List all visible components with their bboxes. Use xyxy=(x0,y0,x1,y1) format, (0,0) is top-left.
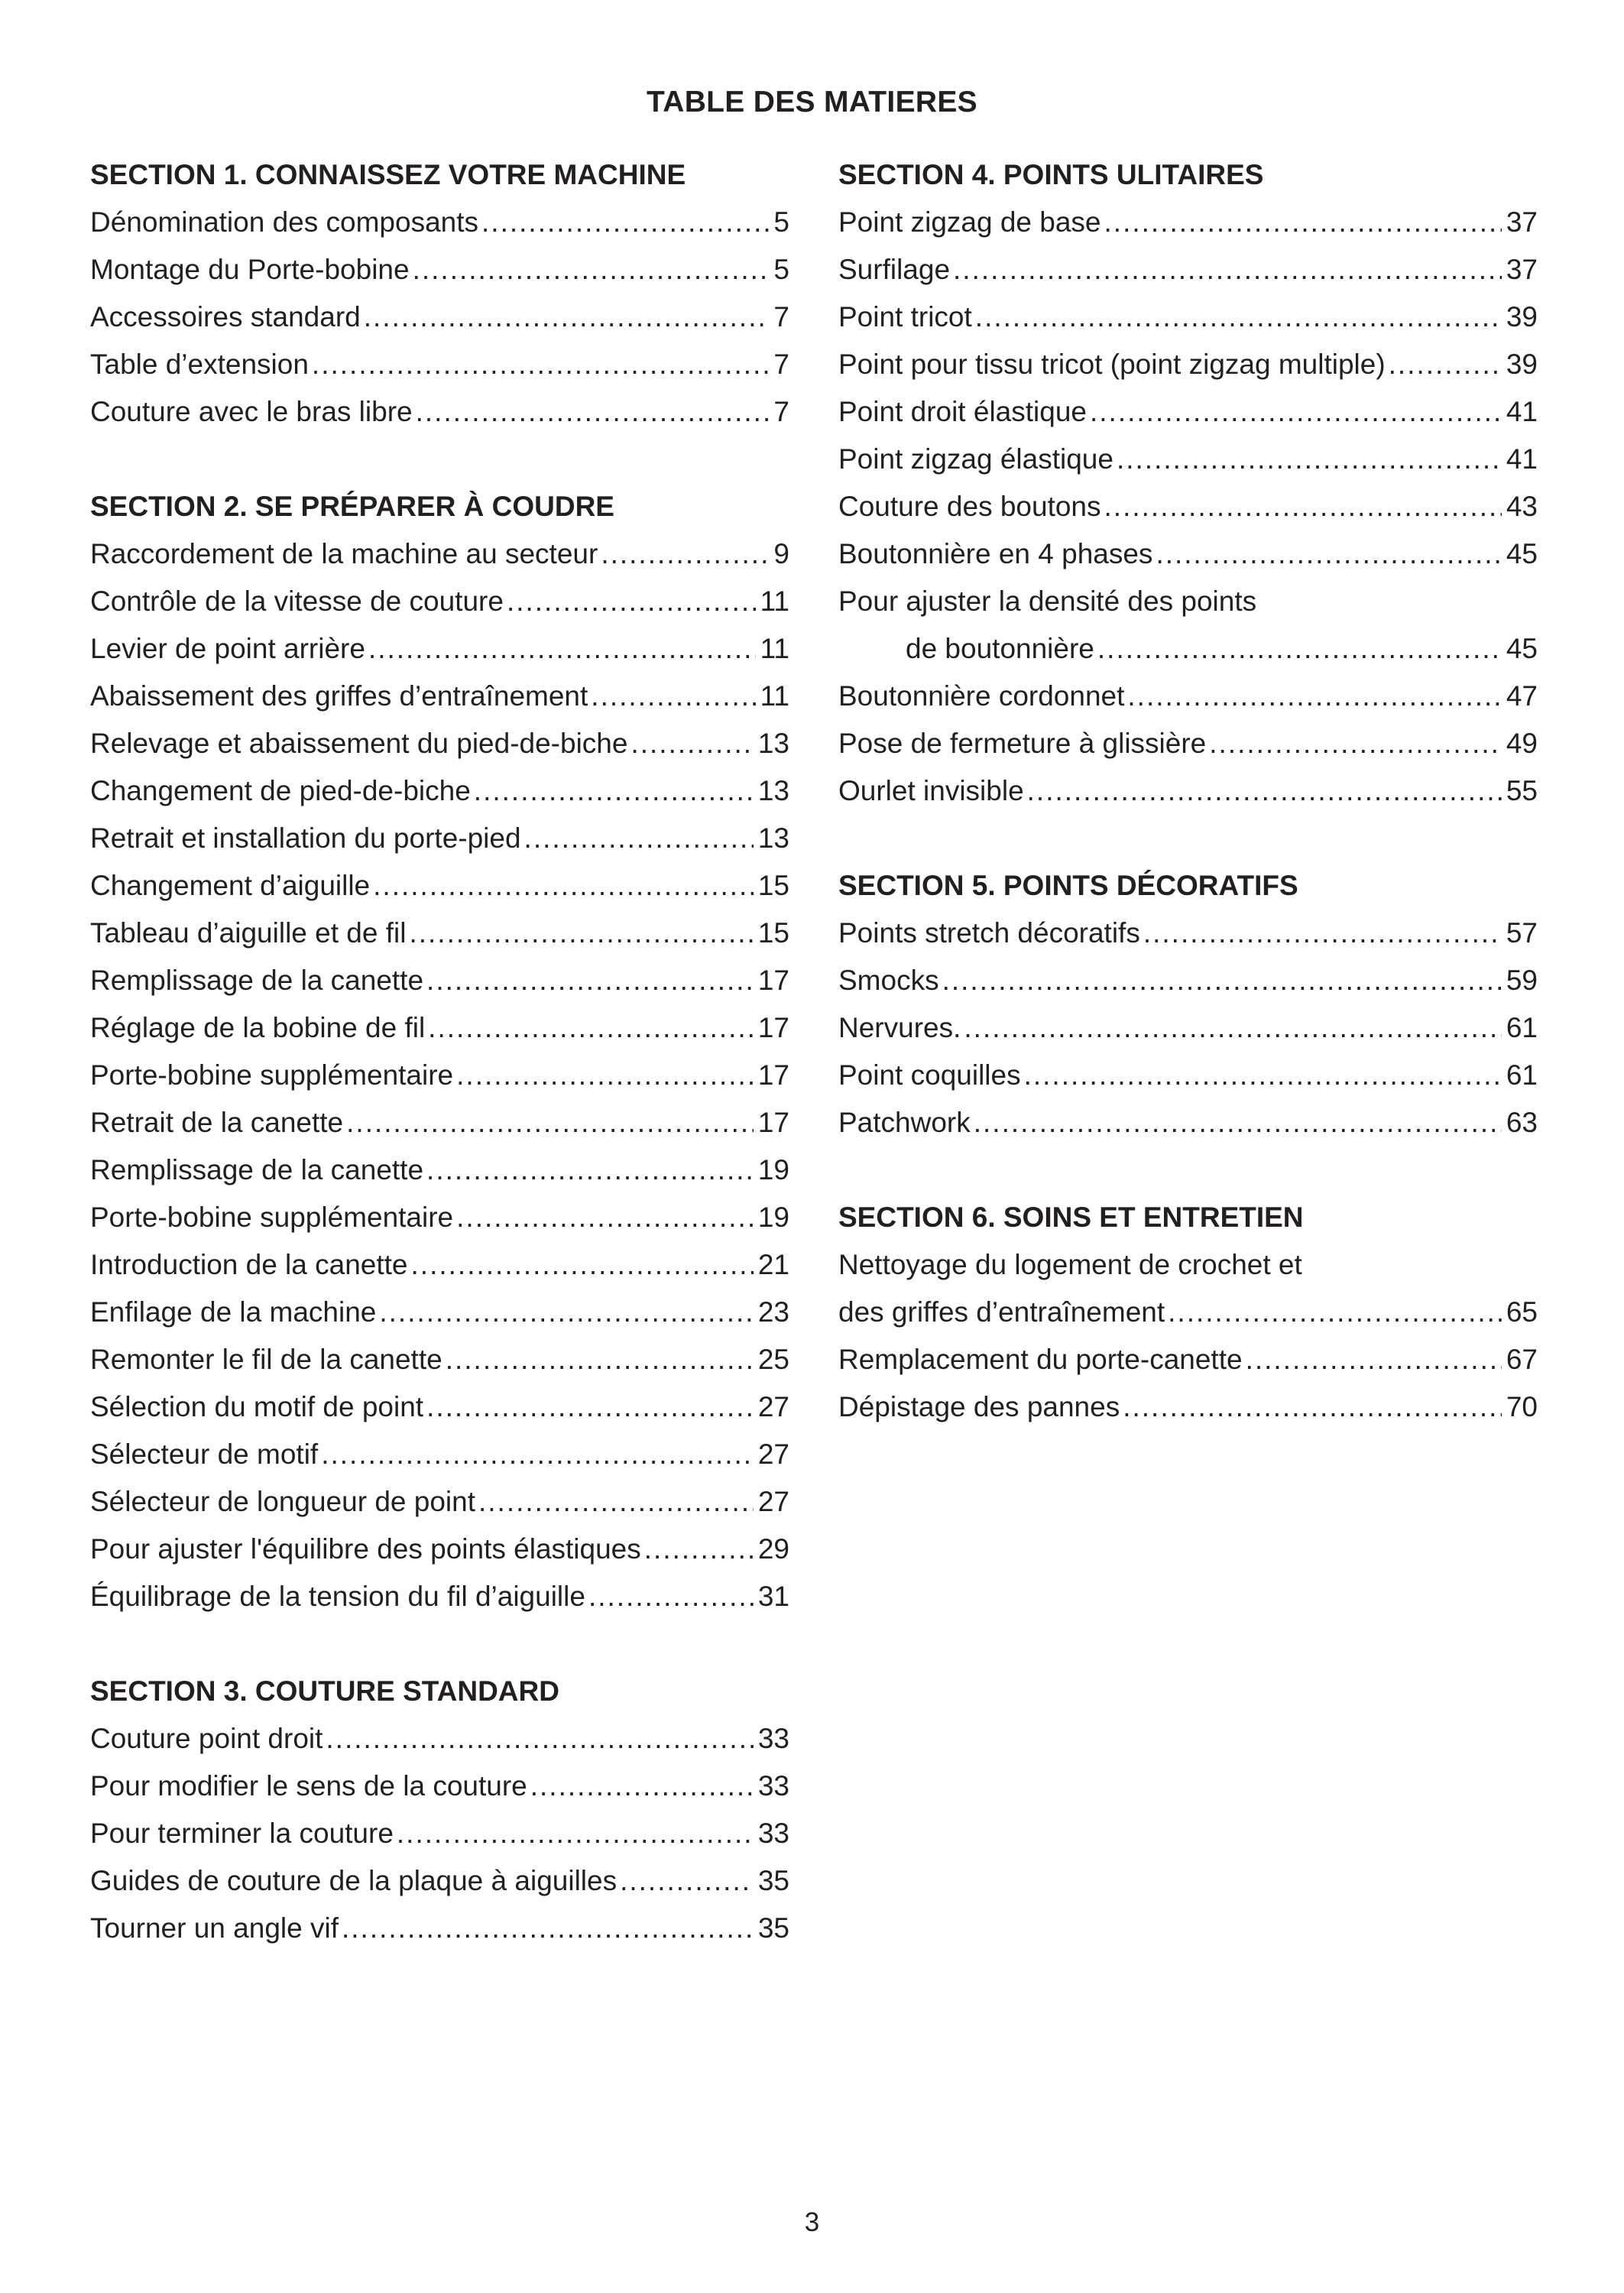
toc-entry-tableau-d-aiguille-et-de-fil[interactable] xyxy=(90,910,789,957)
toc-entry-page: 33 xyxy=(757,1770,789,1802)
dot-leader xyxy=(397,1810,754,1857)
toc-entry-page: 11 xyxy=(760,633,789,664)
toc-entry-label: Retrait et installation du porte-pied xyxy=(90,822,521,854)
dot-leader xyxy=(326,1715,753,1763)
toc-entry-point-zigzag-de-base[interactable] xyxy=(838,199,1538,246)
toc-entry-label: des griffes d’entraînement xyxy=(838,1296,1165,1328)
dot-leader xyxy=(411,1241,754,1289)
toc-entry-page: 33 xyxy=(757,1723,789,1754)
toc-entry-label: Remplissage de la canette xyxy=(90,1154,424,1185)
dot-leader xyxy=(426,1383,754,1431)
dot-leader xyxy=(1104,199,1502,246)
toc-entry-raccordement-de-la-machine-au-secteur[interactable] xyxy=(90,530,789,578)
toc-entry-page: 13 xyxy=(757,822,789,854)
toc-entry-page: 17 xyxy=(757,965,789,996)
toc-entry-page: 70 xyxy=(1506,1391,1538,1422)
toc-entry-enfilage-de-la-machine[interactable] xyxy=(90,1289,789,1336)
toc-entry-equilibrage-de-la-tension-du-fil-d-aiguille[interactable] xyxy=(90,1573,789,1620)
toc-entry-page: 37 xyxy=(1506,254,1538,285)
toc-entry-label: Nettoyage du logement de crochet et xyxy=(838,1249,1302,1280)
dot-leader xyxy=(1027,767,1502,815)
toc-entry-label: Point tricot xyxy=(838,301,972,332)
dot-leader xyxy=(428,1004,754,1052)
toc-entry-page: 35 xyxy=(757,1912,789,1944)
toc-entry-page: 59 xyxy=(1506,965,1538,996)
toc-entry-page: 7 xyxy=(773,301,789,332)
toc-entry-label: Smocks xyxy=(838,965,939,996)
toc-entry-page: 61 xyxy=(1506,1059,1538,1091)
toc-section xyxy=(838,151,1538,815)
dot-leader xyxy=(1246,1336,1502,1383)
toc-entry-label: Contrôle de la vitesse de couture xyxy=(90,585,504,617)
toc-entry-label: Ourlet invisible xyxy=(838,775,1024,806)
toc-entry-label: Pour modifier le sens de la couture xyxy=(90,1770,527,1802)
toc-entry-pour-ajuster-l-equilibre-des-points-elastiques[interactable] xyxy=(90,1526,789,1573)
toc-entry-montage-du-porte-bobine[interactable] xyxy=(90,246,789,294)
dot-leader xyxy=(312,341,770,388)
toc-section xyxy=(838,1194,1538,1431)
toc-entry-label: Montage du Porte-bobine xyxy=(90,254,410,285)
toc-entry-levier-de-point-arriere[interactable] xyxy=(90,625,789,673)
toc-entry-page: 49 xyxy=(1506,728,1538,759)
dot-leader xyxy=(630,720,753,767)
toc-entry-page: 27 xyxy=(757,1391,789,1422)
dot-leader xyxy=(456,1194,754,1241)
toc-entry-relevage-et-abaissement-du-pied-de-biche[interactable] xyxy=(90,720,789,767)
toc-entry-label: Abaissement des griffes d’entraînement xyxy=(90,680,588,712)
toc-entry-controle-de-la-vitesse-de-couture[interactable] xyxy=(90,578,789,625)
toc-entry-page: 5 xyxy=(773,254,789,285)
dot-leader xyxy=(379,1289,753,1336)
toc-entry-accessoires-standard[interactable] xyxy=(90,294,789,341)
dot-leader xyxy=(1123,1383,1502,1431)
toc-entry-page: 57 xyxy=(1506,917,1538,949)
toc-entry-page: 65 xyxy=(1506,1296,1538,1328)
dot-leader xyxy=(964,1004,1501,1052)
toc-entry-page: 39 xyxy=(1506,301,1538,332)
toc-entry-label: Sélecteur de longueur de point xyxy=(90,1486,475,1517)
dot-leader xyxy=(413,246,770,294)
dot-leader xyxy=(1104,483,1502,530)
toc-entry-label: Tableau d’aiguille et de fil xyxy=(90,917,407,949)
toc-entry-changement-de-pied-de-biche[interactable] xyxy=(90,767,789,815)
toc-entry-denomination-des-composants[interactable] xyxy=(90,199,789,246)
toc-entry-couture-point-droit[interactable] xyxy=(90,1715,789,1763)
toc-entry-point-pour-tissu-tricot-point-zigzag-multiple[interactable] xyxy=(838,341,1538,388)
toc-entry-point-zigzag-elastique[interactable] xyxy=(838,436,1538,483)
toc-entry-page: 33 xyxy=(757,1818,789,1849)
toc-entry-label: Introduction de la canette xyxy=(90,1249,408,1280)
dot-leader xyxy=(426,1146,754,1194)
toc-entry-introduction-de-la-canette[interactable] xyxy=(90,1241,789,1289)
toc-entry-page: 45 xyxy=(1506,633,1538,664)
section-heading: SECTION 6. SOINS ET ENTRETIEN xyxy=(838,1202,1304,1233)
dot-leader xyxy=(1024,1052,1502,1099)
toc-entry-label: Points stretch décoratifs xyxy=(838,917,1140,949)
toc-entry-nettoyage-du-logement-de-crochet-et[interactable] xyxy=(838,1241,1538,1289)
toc-section xyxy=(90,1668,789,1952)
toc-entry-page: 27 xyxy=(757,1438,789,1470)
dot-leader xyxy=(620,1857,754,1905)
toc-entry-page: 29 xyxy=(757,1533,789,1565)
toc-entry-page: 7 xyxy=(773,396,789,427)
toc-entry-selection-du-motif-de-point[interactable] xyxy=(90,1383,789,1431)
toc-entry-page: 35 xyxy=(757,1865,789,1896)
toc-entry-page: 15 xyxy=(757,917,789,949)
toc-entry-page: 55 xyxy=(1506,775,1538,806)
dot-leader xyxy=(591,673,755,720)
toc-entry-guides-de-couture-de-la-plaque-a-aiguilles[interactable] xyxy=(90,1857,789,1905)
dot-leader xyxy=(953,246,1502,294)
toc-right-column xyxy=(838,151,1538,1478)
toc-entry-page: 13 xyxy=(757,775,789,806)
toc-entry-de-boutonniere[interactable] xyxy=(838,625,1538,673)
toc-entry-tourner-un-angle-vif[interactable] xyxy=(90,1905,789,1952)
toc-entry-remplacement-du-porte-canette[interactable] xyxy=(838,1336,1538,1383)
toc-entry-page: 47 xyxy=(1506,680,1538,712)
section-heading: SECTION 3. COUTURE STANDARD xyxy=(90,1675,559,1707)
dot-leader xyxy=(507,578,756,625)
toc-entry-nervures[interactable] xyxy=(838,1004,1538,1052)
toc-entry-page: 25 xyxy=(757,1344,789,1375)
toc-entry-page: 21 xyxy=(757,1249,789,1280)
dot-leader xyxy=(1097,625,1502,673)
toc-entry-page: 9 xyxy=(773,538,789,569)
toc-entry-abaissement-des-griffes-d-entrainement[interactable] xyxy=(90,673,789,720)
toc-section xyxy=(90,151,789,436)
dot-leader xyxy=(588,1573,754,1620)
toc-entry-ourlet-invisible[interactable] xyxy=(838,767,1538,815)
toc-entry-pour-terminer-la-couture[interactable] xyxy=(90,1810,789,1857)
dot-leader xyxy=(342,1905,754,1952)
toc-entry-label: Retrait de la canette xyxy=(90,1107,344,1138)
dot-leader xyxy=(1143,910,1502,957)
toc-entry-label: Pour terminer la couture xyxy=(90,1818,394,1849)
toc-entry-des-griffes-d-entrainement[interactable] xyxy=(838,1289,1538,1336)
toc-entry-page: 15 xyxy=(757,870,789,901)
toc-entry-retrait-de-la-canette[interactable] xyxy=(90,1099,789,1146)
toc-entry-pour-modifier-le-sens-de-la-couture[interactable] xyxy=(90,1763,789,1810)
toc-entry-page: 11 xyxy=(760,585,789,617)
toc-entry-label: Levier de point arrière xyxy=(90,633,365,664)
toc-entry-label: Remonter le fil de la canette xyxy=(90,1344,442,1375)
dot-leader xyxy=(974,1099,1502,1146)
toc-entry-label: Enfilage de la machine xyxy=(90,1296,377,1328)
toc-entry-remonter-le-fil-de-la-canette[interactable] xyxy=(90,1336,789,1383)
toc-entry-page: 63 xyxy=(1506,1107,1538,1138)
toc-entry-page: 39 xyxy=(1506,349,1538,380)
toc-entry-page: 41 xyxy=(1506,396,1538,427)
toc-entry-label: Patchwork xyxy=(838,1107,971,1138)
toc-entry-label: Changement de pied-de-biche xyxy=(90,775,471,806)
toc-entry-point-droit-elastique[interactable] xyxy=(838,388,1538,436)
dot-leader xyxy=(975,294,1502,341)
toc-entry-selecteur-de-motif[interactable] xyxy=(90,1431,789,1478)
toc-entry-label: Point coquilles xyxy=(838,1059,1021,1091)
toc-entry-label: de boutonnière xyxy=(906,633,1094,664)
toc-entry-couture-avec-le-bras-libre[interactable] xyxy=(90,388,789,436)
toc-entry-point-coquilles[interactable] xyxy=(838,1052,1538,1099)
toc-entry-label: Surfilage xyxy=(838,254,951,285)
toc-entry-label: Relevage et abaissement du pied-de-biche xyxy=(90,728,628,759)
toc-entry-label: Boutonnière en 4 phases xyxy=(838,538,1153,569)
toc-entry-label: Point zigzag élastique xyxy=(838,443,1113,475)
toc-entry-reglage-de-la-bobine-de-fil[interactable] xyxy=(90,1004,789,1052)
dot-leader xyxy=(481,199,769,246)
toc-entry-label: Boutonnière cordonnet xyxy=(838,680,1125,712)
toc-entry-label: Équilibrage de la tension du fil d’aiguille xyxy=(90,1581,585,1612)
toc-entry-porte-bobine-supplementaire[interactable] xyxy=(90,1194,789,1241)
toc-entry-patchwork[interactable] xyxy=(838,1099,1538,1146)
section-heading: SECTION 1. CONNAISSEZ VOTRE MACHINE xyxy=(90,159,686,190)
toc-entry-page: 17 xyxy=(757,1107,789,1138)
toc-entry-label: Réglage de la bobine de fil xyxy=(90,1012,426,1043)
toc-entry-label: Couture avec le bras libre xyxy=(90,396,413,427)
toc-entry-page: 5 xyxy=(773,206,789,238)
toc-entry-page: 7 xyxy=(773,349,789,380)
toc-entry-label: Point zigzag de base xyxy=(838,206,1101,238)
toc-entry-label: Pose de fermeture à glissière xyxy=(838,728,1207,759)
dot-leader xyxy=(530,1763,754,1810)
toc-entry-page: 19 xyxy=(757,1202,789,1233)
dot-leader xyxy=(601,530,769,578)
dot-leader xyxy=(1090,388,1502,436)
dot-leader xyxy=(364,294,770,341)
toc-entry-label: Point pour tissu tricot (point zigzag multiple) xyxy=(838,349,1386,380)
toc-entry-label: Table d’extension xyxy=(90,349,309,380)
dot-leader xyxy=(416,388,770,436)
dot-leader xyxy=(346,1099,754,1146)
toc-entry-label: Changement d’aiguille xyxy=(90,870,371,901)
dot-leader xyxy=(644,1526,754,1573)
toc-entry-depistage-des-pannes[interactable] xyxy=(838,1383,1538,1431)
toc-entry-points-stretch-decoratifs[interactable] xyxy=(838,910,1538,957)
toc-entry-page: 37 xyxy=(1506,206,1538,238)
toc-entry-point-tricot[interactable] xyxy=(838,294,1538,341)
dot-leader xyxy=(368,625,756,673)
toc-entry-page: 19 xyxy=(757,1154,789,1185)
toc-entry-label: Tourner un angle vif xyxy=(90,1912,339,1944)
dot-leader xyxy=(478,1478,754,1526)
toc-entry-surfilage[interactable] xyxy=(838,246,1538,294)
toc-entry-label: Remplissage de la canette xyxy=(90,965,424,996)
toc-section xyxy=(838,862,1538,1146)
toc-entry-boutonniere-cordonnet[interactable] xyxy=(838,673,1538,720)
toc-entry-label: Porte-bobine supplémentaire xyxy=(90,1059,454,1091)
dot-leader xyxy=(942,957,1502,1004)
toc-entry-page: 11 xyxy=(760,680,789,712)
toc-entry-label: Sélecteur de motif xyxy=(90,1438,319,1470)
toc-entry-label: Nervures. xyxy=(838,1012,961,1043)
section-heading: SECTION 5. POINTS DÉCORATIFS xyxy=(838,870,1298,901)
page-number: 3 xyxy=(804,2207,820,2237)
toc-entry-label: Raccordement de la machine au secteur xyxy=(90,538,598,569)
toc-entry-label: Sélection du motif de point xyxy=(90,1391,424,1422)
toc-entry-label: Couture point droit xyxy=(90,1723,323,1754)
toc-entry-table-d-extension[interactable] xyxy=(90,341,789,388)
toc-entry-boutonniere-en-4-phases[interactable] xyxy=(838,530,1538,578)
dot-leader xyxy=(1209,720,1502,767)
dot-leader xyxy=(1168,1289,1502,1336)
toc-entry-remplissage-de-la-canette[interactable] xyxy=(90,957,789,1004)
toc-entry-page: 41 xyxy=(1506,443,1538,475)
toc-entry-label: Pour ajuster l'équilibre des points élastiques xyxy=(90,1533,641,1565)
toc-entry-smocks[interactable] xyxy=(838,957,1538,1004)
toc-entry-label: Porte-bobine supplémentaire xyxy=(90,1202,454,1233)
toc-entry-label: Guides de couture de la plaque à aiguilles xyxy=(90,1865,618,1896)
toc-entry-label: Point droit élastique xyxy=(838,396,1087,427)
toc-entry-page: 23 xyxy=(757,1296,789,1328)
dot-leader xyxy=(1127,673,1501,720)
toc-entry-pour-ajuster-la-densite-des-points[interactable] xyxy=(838,578,1538,625)
toc-entry-selecteur-de-longueur-de-point[interactable] xyxy=(90,1478,789,1526)
toc-entry-changement-d-aiguille[interactable] xyxy=(90,862,789,910)
dot-leader xyxy=(321,1431,754,1478)
page-title: TABLE DES MATIERES xyxy=(647,86,977,118)
dot-leader xyxy=(456,1052,754,1099)
toc-entry-porte-bobine-supplementaire[interactable] xyxy=(90,1052,789,1099)
dot-leader xyxy=(1117,436,1502,483)
section-heading: SECTION 4. POINTS ULITAIRES xyxy=(838,159,1264,190)
dot-leader xyxy=(409,910,753,957)
toc-entry-label: Pour ajuster la densité des points xyxy=(838,585,1257,617)
toc-entry-remplissage-de-la-canette[interactable] xyxy=(90,1146,789,1194)
section-heading: SECTION 2. SE PRÉPARER À COUDRE xyxy=(90,491,614,522)
toc-entry-label: Accessoires standard xyxy=(90,301,361,332)
dot-leader xyxy=(1389,341,1502,388)
toc-entry-pose-de-fermeture-a-glissiere[interactable] xyxy=(838,720,1538,767)
toc-left-column xyxy=(90,151,789,1999)
dot-leader xyxy=(446,1336,754,1383)
dot-leader xyxy=(373,862,754,910)
toc-entry-retrait-et-installation-du-porte-pied[interactable] xyxy=(90,815,789,862)
toc-entry-page: 13 xyxy=(757,728,789,759)
toc-entry-label: Dépistage des pannes xyxy=(838,1391,1120,1422)
toc-entry-page: 17 xyxy=(757,1059,789,1091)
toc-entry-label: Couture des boutons xyxy=(838,491,1101,522)
dot-leader xyxy=(426,957,754,1004)
dot-leader xyxy=(474,767,754,815)
toc-entry-page: 45 xyxy=(1506,538,1538,569)
dot-leader xyxy=(1156,530,1501,578)
toc-entry-label: Dénomination des composants xyxy=(90,206,479,238)
toc-entry-page: 31 xyxy=(757,1581,789,1612)
toc-entry-page: 43 xyxy=(1506,491,1538,522)
toc-entry-page: 17 xyxy=(757,1012,789,1043)
dot-leader xyxy=(524,815,754,862)
toc-entry-page: 67 xyxy=(1506,1344,1538,1375)
toc-section xyxy=(90,483,789,1620)
toc-entry-page: 27 xyxy=(757,1486,789,1517)
toc-entry-page: 61 xyxy=(1506,1012,1538,1043)
toc-entry-couture-des-boutons[interactable] xyxy=(838,483,1538,530)
toc-entry-label: Remplacement du porte-canette xyxy=(838,1344,1243,1375)
